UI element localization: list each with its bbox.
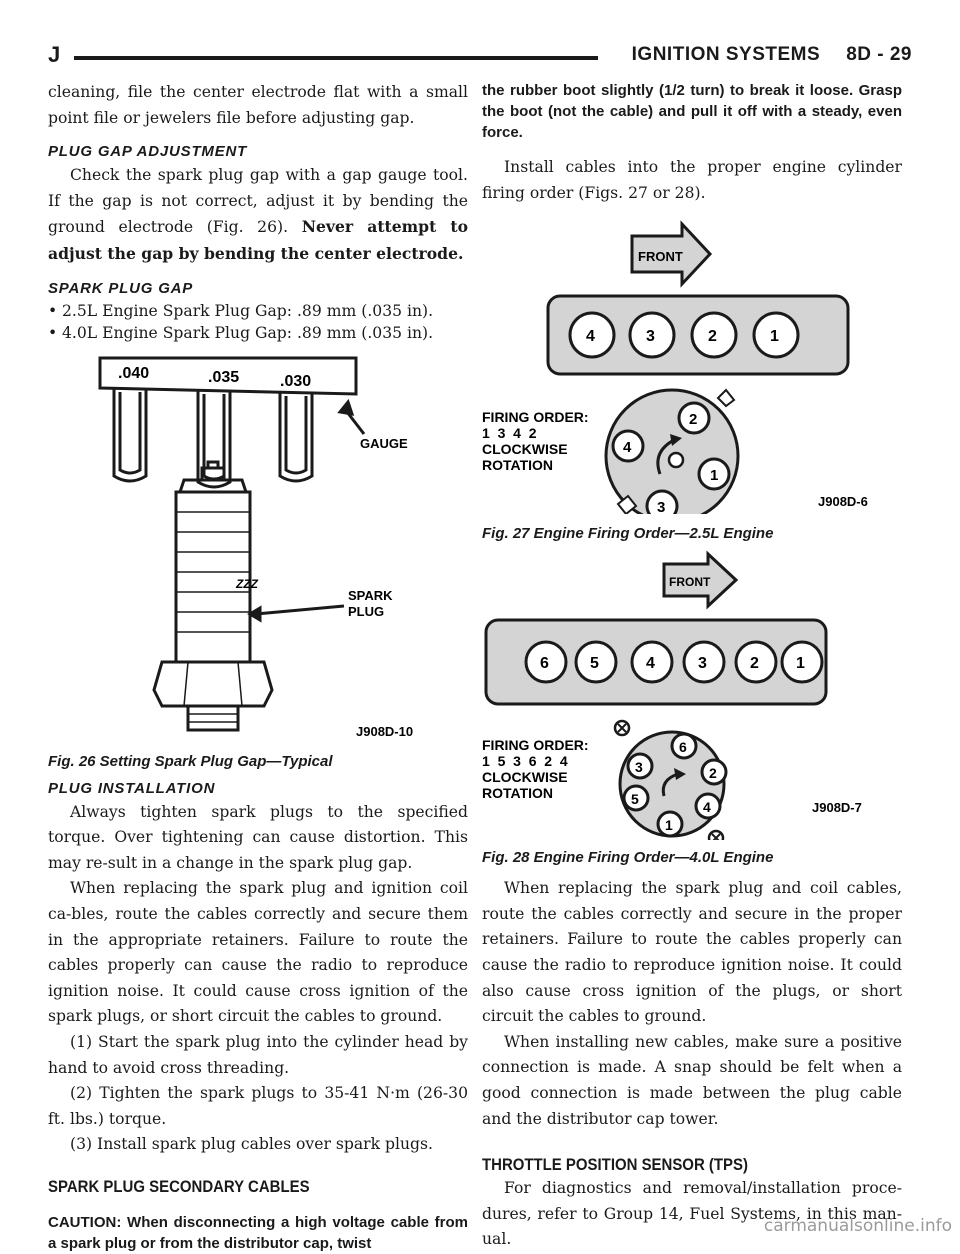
heading-throttle-position-sensor: THROTTLE POSITION SENSOR (TPS)	[482, 1155, 748, 1175]
cap-terminal-label: 2	[709, 765, 717, 782]
cylinder-label: 5	[590, 655, 599, 673]
header-right	[632, 44, 912, 66]
header-section-title: IGNITION SYSTEMS	[631, 44, 821, 65]
paragraph-new-cables: When installing new cables, make sure a positive connection is made. A snap should be felt when a good connection is made between the plug cable and the distributor cap tower.	[482, 1032, 902, 1128]
bullet-item	[48, 300, 468, 322]
cap-terminal-label: 1	[710, 467, 719, 485]
cap-terminal-label: 4	[623, 439, 632, 457]
paragraph-install-torque: Always tighten spark plugs to the specified torque. Over tightening can cause distortion. This may re-sult in a change in the spark plug gap.	[48, 802, 468, 872]
gap-adjustment-warning: Never attempt to adjust the gap by bending the center electrode.	[48, 217, 469, 263]
header-page-number: 8D - 29	[846, 44, 912, 65]
cap-terminal-label: 2	[689, 411, 698, 429]
heading-spark-plug-gap: SPARK PLUG GAP	[48, 279, 194, 297]
rotor-hub	[669, 453, 683, 467]
firing-order-label: FIRING ORDER:	[482, 409, 589, 426]
paragraph-gap-adjustment	[48, 163, 468, 267]
figure-27-firing-order-2-5l	[482, 214, 902, 514]
bullet-text: 4.0L Engine Spark Plug Gap: .89 mm (.035 in).	[62, 323, 434, 342]
front-label: FRONT	[638, 249, 683, 265]
cylinder-label: 2	[708, 328, 717, 346]
bullet-item	[48, 322, 468, 344]
watermark: carmanualsonline.info	[763, 1216, 952, 1236]
paragraph-tps: For diagnostics and removal/installation proce-dures, refer to Group 14, Fuel Systems, in this man-ual.	[482, 1179, 902, 1249]
paragraph-install-cables: When replacing the spark plug and ignition coil ca-bles, route the cables correctly and secure them in the appropriate retainers. Failure to route the cables properly can cause the radio to reproduce ignition noise. It could cause cross ignition of the spark plugs, or short circuit the cables to ground.	[48, 879, 468, 1026]
heading-plug-installation: PLUG INSTALLATION	[48, 779, 216, 797]
right-column	[482, 80, 902, 1253]
firing-order-sequence: 1 3 4 2	[482, 425, 537, 442]
step-3: (3) Install spark plug cables over spark plugs.	[70, 1135, 433, 1154]
cylinder-label: 3	[646, 328, 655, 346]
rotation-label-line1: CLOCKWISE	[482, 769, 568, 786]
figure-28-firing-order-4-0l	[482, 550, 902, 840]
cylinder-label: 4	[586, 328, 595, 346]
bullet-text: 2.5L Engine Spark Plug Gap: .89 mm (.035 in).	[62, 301, 434, 320]
cylinder-label: 1	[770, 328, 779, 346]
cap-terminal-label: 3	[635, 759, 643, 776]
step-1: (1) Start the spark plug into the cylinder head by hand to avoid cross threading.	[48, 1032, 468, 1077]
cap-terminal-label: 4	[703, 799, 711, 816]
heading-plug-gap-adjustment: PLUG GAP ADJUSTMENT	[48, 143, 248, 161]
spark-plug-marking: ZZZ	[236, 576, 258, 591]
cap-terminal-label: 1	[665, 817, 673, 834]
rotation-label-line1: CLOCKWISE	[482, 441, 568, 458]
figure-26-caption: Fig. 26 Setting Spark Plug Gap—Typical	[48, 752, 333, 770]
left-column	[48, 80, 468, 1254]
caution-text: CAUTION: When disconnecting a high voltage cable from a spark plug or from the distributor cap, twist	[48, 1213, 468, 1252]
rotation-label-line2: ROTATION	[482, 785, 554, 802]
header-brand-letter: J	[48, 42, 61, 67]
spark-label-line1: SPARK	[348, 587, 393, 603]
cylinder-label: 3	[698, 655, 707, 673]
header-rule	[74, 56, 598, 60]
step-2: (2) Tighten the spark plugs to 35-41 N·m (26-30 ft. lbs.) torque.	[48, 1084, 468, 1128]
bullet-dot: •	[48, 323, 58, 342]
paragraph-cleaning: cleaning, file the center electrode flat with a small point file or jewelers file before adjusting gap.	[48, 83, 468, 127]
cylinder-label: 4	[646, 655, 655, 673]
cap-terminal-label: 5	[631, 791, 639, 808]
heading-spark-plug-secondary-cables: SPARK PLUG SECONDARY CABLES	[48, 1176, 310, 1196]
spark-plug-drawing	[154, 462, 344, 730]
caution-continued: the rubber boot slightly (1/2 turn) to break it loose. Grasp the boot (not the cable) and pull it off with a steady, even force.	[482, 82, 902, 141]
firing-order-sequence: 1 5 3 6 2 4	[482, 753, 568, 770]
figure-28-caption: Fig. 28 Engine Firing Order—4.0L Engine	[482, 849, 774, 867]
bullet-dot: •	[48, 301, 58, 320]
figure-27-code: J908D-6	[818, 494, 868, 510]
firing-order-label: FIRING ORDER:	[482, 737, 589, 754]
cap-lug	[718, 390, 734, 406]
cylinder-label: 6	[540, 655, 549, 673]
gauge-mark-040: .040	[118, 364, 150, 382]
cap-terminal-label: 6	[679, 739, 687, 756]
cap-terminal-label: 3	[657, 499, 666, 515]
gauge-mark-035: .035	[208, 368, 240, 386]
paragraph-install-cables-firing: Install cables into the proper engine cylinder firing order (Figs. 27 or 28).	[482, 158, 902, 202]
gauge-mark-030: .030	[280, 372, 312, 390]
gap-adjustment-text: Check the spark plug gap with a gap gauge tool. If the gap is not correct, adjust it by bending the ground electrode (Fig. 26).	[48, 166, 468, 237]
figure-26-code: J908D-10	[356, 723, 414, 739]
front-label: FRONT	[669, 575, 711, 590]
figure-27-caption: Fig. 27 Engine Firing Order—2.5L Engine	[482, 525, 774, 543]
gauge-label: GAUGE	[360, 435, 408, 451]
paragraph-replacing-cables: When replacing the spark plug and coil cables, route the cables correctly and secure in the proper retainers. Failure to route the cables properly can cause the radio to reproduce ignition noise. It could also cause cross ignition of the plugs, or short circuit the cables to ground.	[482, 879, 902, 1026]
spark-label-line2: PLUG	[348, 603, 385, 619]
figure-28-code: J908D-7	[812, 800, 862, 816]
rotation-label-line2: ROTATION	[482, 457, 554, 474]
cylinder-label: 2	[750, 655, 759, 673]
cylinder-label: 1	[796, 655, 805, 673]
figure-26-spark-plug-gauge	[48, 352, 468, 752]
